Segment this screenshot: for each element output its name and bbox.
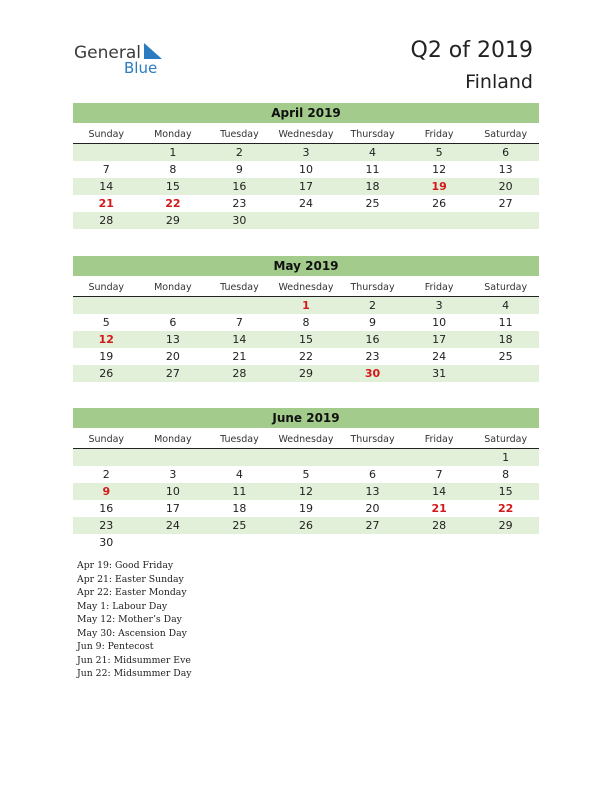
date-cell: 4 bbox=[235, 468, 243, 481]
date-cell: 23 bbox=[365, 350, 380, 363]
date-cell: 26 bbox=[99, 367, 114, 380]
weekday-label: Wednesday bbox=[278, 282, 334, 293]
date-cell: 4 bbox=[369, 146, 377, 159]
weekday-label: Wednesday bbox=[278, 129, 334, 140]
weekday-label: Tuesday bbox=[220, 434, 259, 445]
page-title: Q2 of 2019 bbox=[410, 38, 533, 63]
date-cell: 7 bbox=[102, 163, 110, 176]
date-cell: 1 bbox=[169, 146, 177, 159]
date-cell: 29 bbox=[298, 367, 313, 380]
weeks-grid bbox=[73, 449, 539, 551]
holiday-date-cell: 22 bbox=[165, 197, 181, 210]
date-cell: 7 bbox=[235, 316, 243, 329]
date-cell: 3 bbox=[435, 299, 443, 312]
weekday-label: Thursday bbox=[350, 434, 395, 445]
date-cell: 9 bbox=[369, 316, 377, 329]
date-cell: 5 bbox=[435, 146, 443, 159]
weekday-label: Monday bbox=[154, 434, 192, 445]
date-cell: 14 bbox=[432, 485, 447, 498]
date-cell: 28 bbox=[432, 519, 447, 532]
week-row bbox=[73, 297, 539, 314]
date-cell: 18 bbox=[365, 180, 380, 193]
date-cell: 25 bbox=[498, 350, 513, 363]
date-cell bbox=[339, 534, 406, 551]
date-cell: 31 bbox=[432, 367, 447, 380]
holiday-note: Apr 22: Easter Monday bbox=[77, 587, 187, 598]
date-cell bbox=[73, 297, 140, 314]
holiday-date-cell: 21 bbox=[431, 502, 447, 515]
date-cell bbox=[73, 144, 140, 161]
date-cell bbox=[140, 449, 207, 466]
date-cell: 3 bbox=[169, 468, 177, 481]
weekday-label: Sunday bbox=[88, 282, 125, 293]
date-cell bbox=[472, 365, 539, 382]
date-cell: 20 bbox=[498, 180, 513, 193]
date-cell: 18 bbox=[232, 502, 247, 515]
date-cell: 17 bbox=[165, 502, 180, 515]
holiday-notes bbox=[77, 559, 192, 681]
week-row bbox=[73, 348, 539, 365]
weekday-label: Thursday bbox=[350, 129, 395, 140]
holiday-note: May 1: Labour Day bbox=[77, 600, 168, 612]
weekday-label: Sunday bbox=[88, 129, 125, 140]
date-cell: 12 bbox=[298, 485, 313, 498]
week-row bbox=[73, 483, 539, 500]
date-cell: 28 bbox=[99, 214, 114, 227]
date-cell bbox=[273, 534, 340, 551]
month-header: April 2019 bbox=[73, 103, 539, 123]
holiday-date-cell: 19 bbox=[431, 180, 447, 193]
weekday-label: Monday bbox=[154, 129, 192, 140]
week-row bbox=[73, 331, 539, 348]
holiday-note: Jun 22: Midsummer Day bbox=[77, 668, 192, 679]
date-cell: 17 bbox=[298, 180, 313, 193]
date-cell: 11 bbox=[232, 485, 247, 498]
date-cell: 2 bbox=[102, 468, 110, 481]
week-row bbox=[73, 466, 539, 483]
date-cell: 28 bbox=[232, 367, 247, 380]
holiday-date-cell: 21 bbox=[98, 197, 114, 210]
weekday-label: Saturday bbox=[484, 434, 528, 445]
week-row bbox=[73, 161, 539, 178]
date-cell: 10 bbox=[298, 163, 313, 176]
date-cell: 5 bbox=[102, 316, 110, 329]
weekday-label: Friday bbox=[424, 282, 454, 293]
date-cell: 27 bbox=[165, 367, 180, 380]
date-cell: 29 bbox=[165, 214, 180, 227]
date-cell: 26 bbox=[298, 519, 313, 532]
week-row bbox=[73, 314, 539, 331]
holiday-date-cell: 22 bbox=[498, 502, 514, 515]
date-cell: 11 bbox=[365, 163, 380, 176]
weekday-label: Thursday bbox=[350, 282, 395, 293]
date-cell: 3 bbox=[302, 146, 310, 159]
date-cell: 11 bbox=[498, 316, 513, 329]
date-cell: 16 bbox=[99, 502, 114, 515]
date-cell bbox=[472, 534, 539, 551]
week-row bbox=[73, 365, 539, 382]
holiday-note: Jun 9: Pentecost bbox=[77, 641, 154, 652]
generalblue-logo bbox=[74, 40, 174, 80]
date-cell: 20 bbox=[165, 350, 180, 363]
month-calendar-april bbox=[73, 103, 539, 229]
date-cell: 2 bbox=[235, 146, 243, 159]
date-cell: 24 bbox=[298, 197, 313, 210]
weekday-label: Monday bbox=[154, 282, 192, 293]
date-cell: 10 bbox=[432, 316, 447, 329]
date-cell: 15 bbox=[165, 180, 180, 193]
date-cell: 13 bbox=[365, 485, 380, 498]
date-cell: 19 bbox=[298, 502, 313, 515]
weekday-label: Saturday bbox=[484, 129, 528, 140]
date-cell: 8 bbox=[502, 468, 510, 481]
weekday-label: Tuesday bbox=[220, 129, 259, 140]
date-cell bbox=[273, 212, 340, 229]
date-cell: 8 bbox=[302, 316, 310, 329]
logo-blue-text: Blue bbox=[124, 59, 158, 77]
weekday-header-row bbox=[73, 280, 539, 297]
week-row bbox=[73, 449, 539, 466]
date-cell: 2 bbox=[369, 299, 377, 312]
date-cell bbox=[339, 212, 406, 229]
date-cell: 7 bbox=[435, 468, 443, 481]
holiday-date-cell: 9 bbox=[102, 485, 111, 498]
weekday-label: Saturday bbox=[484, 282, 528, 293]
date-cell bbox=[206, 449, 273, 466]
month-header: May 2019 bbox=[73, 256, 539, 276]
date-cell: 6 bbox=[369, 468, 377, 481]
holiday-note: May 12: Mother’s Day bbox=[77, 614, 182, 625]
date-cell bbox=[472, 212, 539, 229]
date-cell bbox=[339, 449, 406, 466]
holiday-note: Apr 19: Good Friday bbox=[77, 560, 174, 571]
month-calendar-may bbox=[73, 256, 539, 382]
week-row bbox=[73, 500, 539, 517]
weekday-header-row bbox=[73, 127, 539, 144]
logo-general-text: General bbox=[74, 43, 141, 63]
date-cell bbox=[406, 212, 473, 229]
date-cell: 8 bbox=[169, 163, 177, 176]
date-cell: 30 bbox=[99, 536, 114, 549]
date-cell: 14 bbox=[232, 333, 247, 346]
date-cell bbox=[406, 449, 473, 466]
country-name: Finland bbox=[465, 71, 533, 93]
date-cell: 13 bbox=[165, 333, 180, 346]
date-cell: 23 bbox=[232, 197, 247, 210]
date-cell: 29 bbox=[498, 519, 513, 532]
date-cell: 23 bbox=[99, 519, 114, 532]
date-cell: 26 bbox=[432, 197, 447, 210]
logo-triangle-icon bbox=[142, 43, 162, 59]
date-cell: 16 bbox=[232, 180, 247, 193]
date-cell: 20 bbox=[365, 502, 380, 515]
date-cell: 9 bbox=[235, 163, 243, 176]
weekday-header-row bbox=[73, 432, 539, 449]
date-cell: 14 bbox=[99, 180, 114, 193]
date-cell: 22 bbox=[298, 350, 313, 363]
weekday-label: Sunday bbox=[88, 434, 125, 445]
date-cell: 10 bbox=[165, 485, 180, 498]
weeks-grid bbox=[73, 144, 539, 229]
month-calendar-june bbox=[73, 408, 539, 551]
date-cell: 24 bbox=[165, 519, 180, 532]
date-cell: 27 bbox=[365, 519, 380, 532]
week-row bbox=[73, 534, 539, 551]
date-cell: 15 bbox=[498, 485, 513, 498]
holiday-date-cell: 1 bbox=[302, 299, 310, 312]
date-cell: 17 bbox=[432, 333, 447, 346]
weekday-label: Friday bbox=[424, 434, 454, 445]
date-cell: 6 bbox=[169, 316, 177, 329]
date-cell: 15 bbox=[298, 333, 313, 346]
date-cell: 5 bbox=[302, 468, 310, 481]
date-cell: 12 bbox=[432, 163, 447, 176]
week-row bbox=[73, 195, 539, 212]
week-row bbox=[73, 144, 539, 161]
date-cell bbox=[140, 297, 207, 314]
holiday-date-cell: 30 bbox=[364, 367, 381, 380]
date-cell bbox=[273, 449, 340, 466]
week-row bbox=[73, 517, 539, 534]
date-cell bbox=[206, 534, 273, 551]
date-cell: 19 bbox=[99, 350, 114, 363]
date-cell: 18 bbox=[498, 333, 513, 346]
weekday-label: Tuesday bbox=[220, 282, 259, 293]
date-cell: 1 bbox=[502, 451, 510, 464]
date-cell: 16 bbox=[365, 333, 380, 346]
date-cell: 27 bbox=[498, 197, 513, 210]
date-cell bbox=[73, 449, 140, 466]
week-row bbox=[73, 212, 539, 229]
date-cell: 13 bbox=[498, 163, 513, 176]
date-cell: 21 bbox=[232, 350, 247, 363]
holiday-note: May 30: Ascension Day bbox=[77, 627, 187, 639]
week-row bbox=[73, 178, 539, 195]
date-cell bbox=[206, 297, 273, 314]
date-cell: 25 bbox=[232, 519, 247, 532]
date-cell: 4 bbox=[502, 299, 510, 312]
holiday-note: Apr 21: Easter Sunday bbox=[77, 573, 184, 585]
holiday-note: Jun 21: Midsummer Eve bbox=[77, 654, 191, 666]
date-cell bbox=[140, 534, 207, 551]
holiday-date-cell: 12 bbox=[98, 333, 114, 346]
month-header: June 2019 bbox=[73, 408, 539, 428]
date-cell: 25 bbox=[365, 197, 380, 210]
date-cell: 24 bbox=[432, 350, 447, 363]
date-cell bbox=[406, 534, 473, 551]
weeks-grid bbox=[73, 297, 539, 382]
date-cell: 6 bbox=[502, 146, 510, 159]
weekday-label: Friday bbox=[424, 129, 454, 140]
weekday-label: Wednesday bbox=[278, 434, 334, 445]
date-cell: 30 bbox=[232, 214, 247, 227]
